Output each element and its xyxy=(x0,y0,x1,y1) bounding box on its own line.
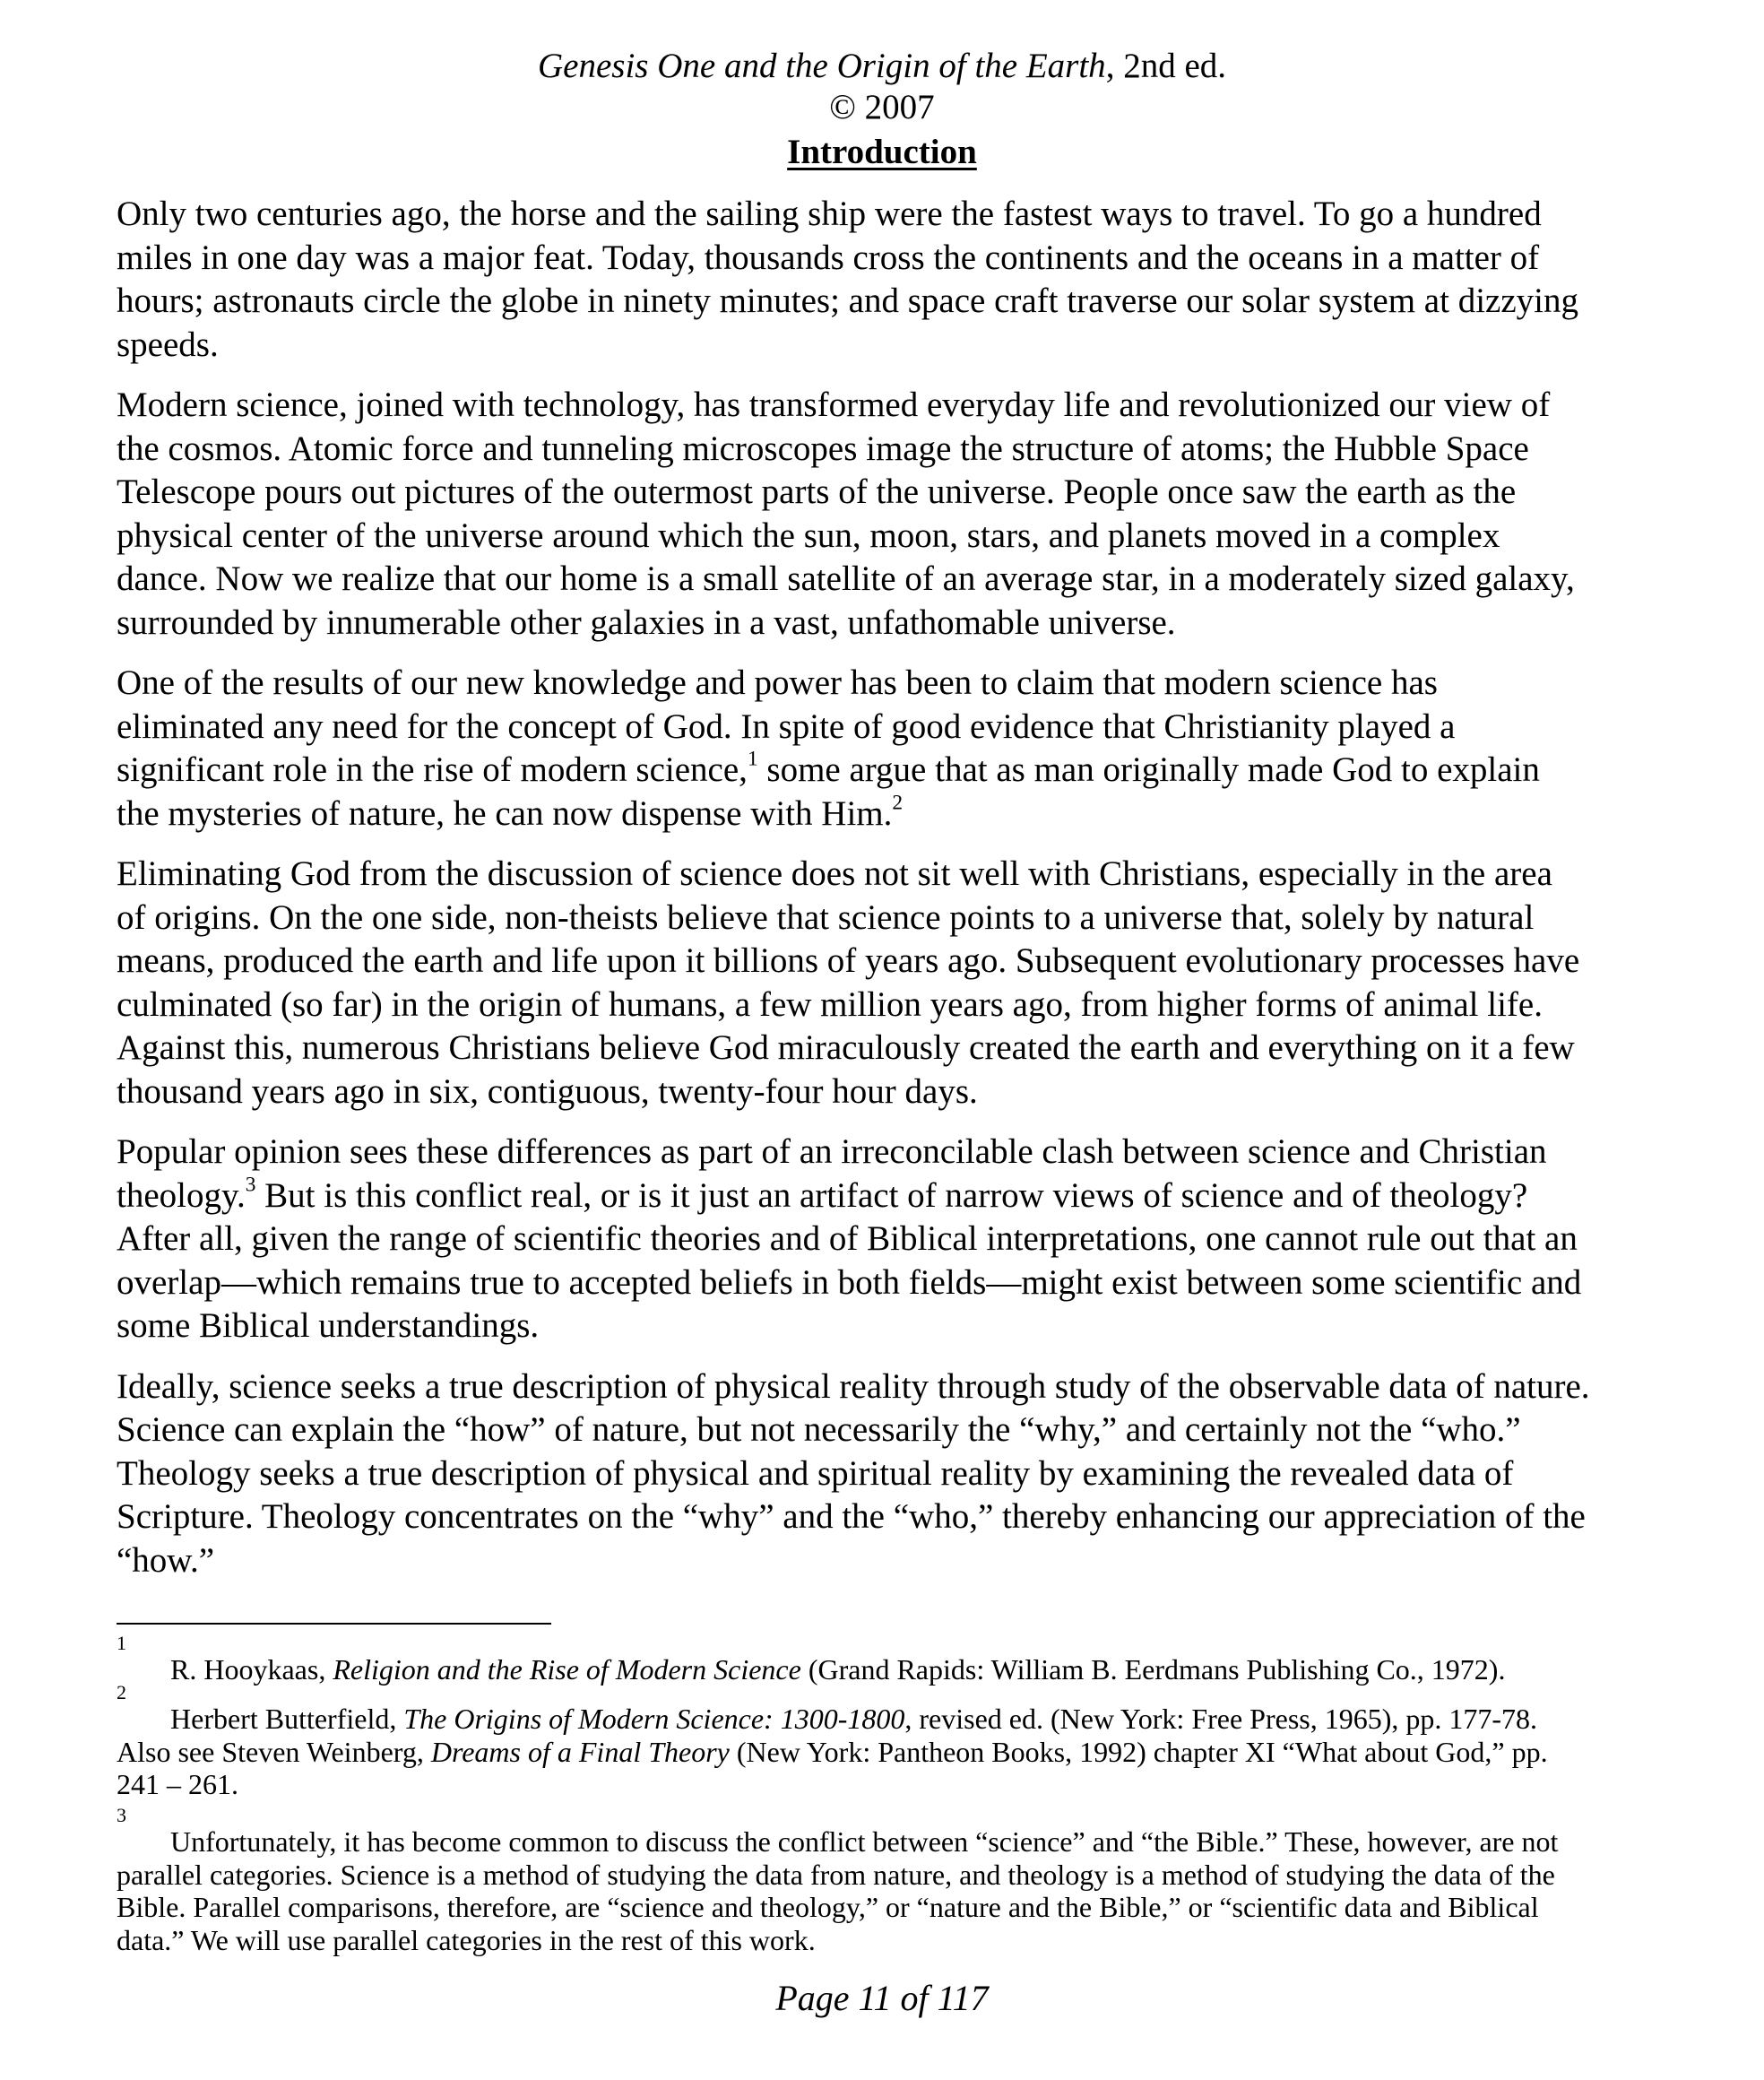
page-number: Page 11 of 117 xyxy=(775,1978,989,2018)
edition: , 2nd ed. xyxy=(1105,47,1226,85)
text-line: Against this, numerous Christians believe God miraculously created the earth and everything on it a few xyxy=(117,1028,1575,1067)
section-heading xyxy=(0,131,1764,174)
text-line xyxy=(117,1736,1658,1769)
text-segment: , revised ed. (New York: Free Press, 1965), pp. 177-78. xyxy=(904,1703,1538,1735)
italic-title: Religion and the Rise of Modern Science xyxy=(333,1653,801,1686)
text-segment: theology. xyxy=(117,1175,246,1215)
text-line: parallel categories. Science is a method of studying the data from nature, and theology is a method of studying the data of the xyxy=(117,1858,1555,1891)
text-line: means, produced the earth and life upon it billions of years ago. Subsequent evolutionary processes have xyxy=(117,941,1580,980)
text-line: “how.” xyxy=(117,1540,215,1580)
text-line: Ideally, science seeks a true description of physical reality through study of the observable data of nature. xyxy=(117,1366,1590,1406)
text-line: dance. Now we realize that our home is a small satellite of an average star, in a moderately sized galaxy, xyxy=(117,559,1575,598)
text-line: some Biblical understandings. xyxy=(117,1306,540,1345)
text-segment: (New York: Pantheon Books, 1992) chapter XI “What about God,” pp. xyxy=(729,1735,1548,1768)
text-line: hours; astronauts circle the globe in ninety minutes; and space craft traverse our solar system at dizzying xyxy=(117,282,1578,320)
text-line xyxy=(117,1174,1658,1218)
body-text xyxy=(117,193,1658,1599)
footnote xyxy=(117,1804,1658,1956)
text-line: culminated (so far) in the origin of humans, a few million years ago, from higher forms of animal life. xyxy=(117,984,1543,1024)
text-line: the cosmos. Atomic force and tunneling microscopes image the structure of atoms; the Hubble Space xyxy=(117,429,1529,468)
footnote xyxy=(117,1681,1658,1801)
text-line: One of the results of our new knowledge and power has been to claim that modern science has xyxy=(117,663,1438,702)
text-line xyxy=(117,749,1658,793)
footnote-divider xyxy=(117,1623,551,1625)
text-line: Theology seeks a true description of physical and spiritual reality by examining the revealed data of xyxy=(117,1453,1514,1493)
text-line: data.” We will use parallel categories in the rest of this work. xyxy=(117,1923,816,1956)
text-segment: But is this conflict real, or is it just an artifact of narrow views of science and of theology? xyxy=(255,1175,1528,1215)
text-line: 241 – 261. xyxy=(117,1768,238,1800)
text-line: Unfortunately, it has become common to discuss the conflict between “science” and “the Bible.” These, however, are not xyxy=(170,1825,1559,1858)
text-line xyxy=(117,1703,1658,1736)
text-line: Eliminating God from the discussion of science does not sit well with Christians, especially in the area xyxy=(117,854,1552,893)
text-line: Telescope pours out pictures of the outermost parts of the universe. People once saw the earth as the xyxy=(117,472,1517,511)
footnote-number: 1 xyxy=(117,1632,126,1654)
italic-title: The Origins of Modern Science: 1300-1800 xyxy=(403,1703,905,1735)
text-line: After all, given the range of scientific theories and of Biblical interpretations, one cannot rule out that an xyxy=(117,1219,1578,1258)
text-segment: significant role in the rise of modern science, xyxy=(117,750,748,789)
text-segment: some argue that as man originally made God to explain xyxy=(757,750,1540,789)
text-line: Popular opinion sees these differences as part of an irreconcilable clash between science and Christian xyxy=(117,1132,1547,1171)
text-line: thousand years ago in six, contiguous, twenty-four hour days. xyxy=(117,1071,978,1111)
text-line: miles in one day was a major feat. Today, thousands cross the continents and the oceans in a matter of xyxy=(117,238,1540,277)
text-segment: Also see Steven Weinberg, xyxy=(117,1735,431,1768)
text-line: of origins. On the one side, non-theists believe that science points to a universe that, solely by natural xyxy=(117,897,1535,937)
text-line: Bible. Parallel comparisons, therefore, are “science and theology,” or “nature and the Bible,” or “scientific data and Biblical xyxy=(117,1891,1539,1923)
text-line: speeds. xyxy=(117,325,219,364)
book-title: Genesis One and the Origin of the Earth xyxy=(538,47,1106,85)
footnote-reference[interactable]: 3 xyxy=(245,1172,256,1196)
text-line: Scripture. Theology concentrates on the “why” and the “who,” thereby enhancing our appreciation of the xyxy=(117,1497,1586,1536)
text-line: physical center of the universe around which the sun, moon, stars, and planets moved in a complex xyxy=(117,516,1500,555)
copyright: © 2007 xyxy=(829,88,935,126)
footnote-reference[interactable]: 2 xyxy=(892,790,904,814)
text-segment: Herbert Butterfield, xyxy=(170,1703,404,1735)
text-line: Only two centuries ago, the horse and the sailing ship were the fastest ways to travel. To go a hundred xyxy=(117,195,1542,233)
paragraph xyxy=(117,384,1658,645)
paragraph xyxy=(117,662,1658,836)
text-segment: R. Hooykaas, xyxy=(170,1653,333,1686)
italic-title: Dreams of a Final Theory xyxy=(430,1735,730,1768)
footnote-reference[interactable]: 1 xyxy=(747,747,758,771)
text-line: surrounded by innumerable other galaxies in a vast, unfathomable universe. xyxy=(117,602,1176,642)
text-segment: (Grand Rapids: William B. Eerdmans Publishing Co., 1972). xyxy=(800,1653,1506,1686)
footnote-number: 3 xyxy=(117,1804,126,1826)
text-line: eliminated any need for the concept of God. In spite of good evidence that Christianity played a xyxy=(117,706,1456,746)
paragraph xyxy=(117,1131,1658,1348)
text-line: Science can explain the “how” of nature, but not necessarily the “why,” and certainly not the “who.” xyxy=(117,1410,1521,1449)
paragraph xyxy=(117,193,1658,367)
text-line: Modern science, joined with technology, has transformed everyday life and revolutionized our view of xyxy=(117,386,1551,424)
footnote-number: 2 xyxy=(117,1681,126,1703)
paragraph xyxy=(117,1365,1658,1583)
text-line: overlap—which remains true to accepted beliefs in both fields—might exist between some scientific and xyxy=(117,1262,1582,1302)
footnote xyxy=(117,1632,1658,1686)
document-title xyxy=(0,45,1764,88)
paragraph xyxy=(117,853,1658,1114)
text-line xyxy=(117,1653,1658,1686)
text-line xyxy=(117,790,1658,836)
text-segment: the mysteries of nature, he can now dispense with Him. xyxy=(117,793,893,833)
section-heading-text: Introduction xyxy=(787,133,977,171)
